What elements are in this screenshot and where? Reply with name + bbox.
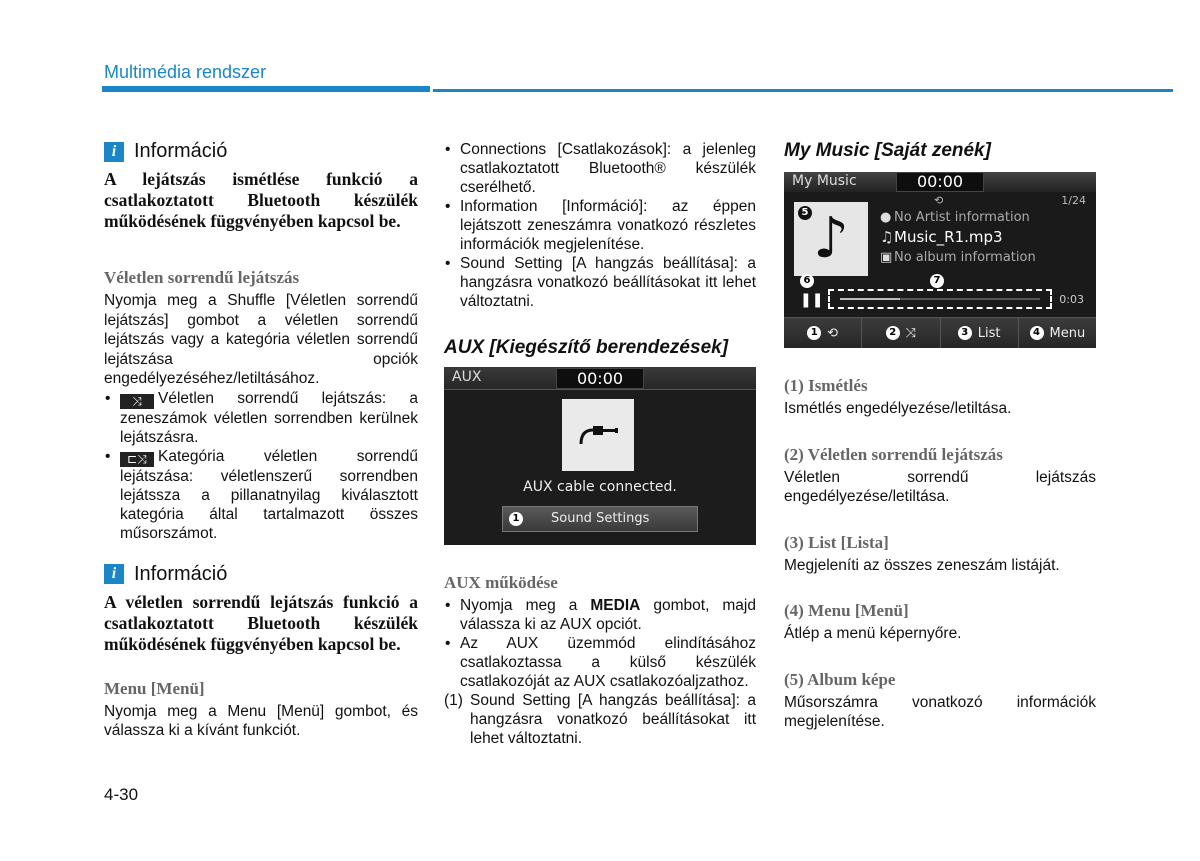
menu-body: Nyomja meg a Menu [Menü] gombot, és válassza ki a kívánt funkciót. [104, 702, 418, 739]
legend-item-1 [784, 376, 1096, 419]
item-text: Sound Setting [A hangzás beállítása]: a hangzásra vonatkozó beállításokat itt lehet változtatni. [470, 692, 756, 747]
sound-settings-button[interactable] [502, 506, 698, 532]
list-item: • Connections [Csatlakozások]: a jelenleg csatlakoztatott Bluetooth® készülék cserélhető. [444, 140, 756, 197]
aux-screen-time: 00:00 [556, 368, 644, 389]
list-item: • Information [Információ]: az éppen lejátszott zeneszámra vonatkozó részletes információk megjelenítése. [444, 197, 756, 254]
media-key-label: MEDIA [590, 597, 641, 614]
shuffle-icon: ⤨ [120, 394, 154, 409]
legend-body: Átlép a menü képernyőre. [784, 625, 962, 642]
shuffle-icon: ⤨ [905, 325, 917, 341]
elapsed-time: 0:03 [1059, 293, 1084, 306]
album-text: No album information [894, 250, 1036, 265]
music-note-icon: ♪ [813, 206, 849, 271]
callout-number: 6 [800, 274, 814, 288]
note-icon: ♫ [880, 228, 894, 246]
artist-row [880, 210, 1030, 225]
menu-options-list [444, 140, 756, 311]
callout-number: 7 [930, 274, 944, 288]
aux-screen-topbar [444, 367, 756, 390]
my-music-button-bar [784, 317, 1096, 348]
callout-number: 3 [958, 326, 972, 340]
aux-screen-image [444, 367, 756, 545]
list-item: • Az AUX üzemmód elindításához csatlakoztassa a külső készülék csatlakozóját az AUX csatlakozóaljzathoz. [444, 634, 756, 691]
list-button-label: List [977, 325, 1001, 341]
info-box-2-title: Információ [134, 562, 228, 585]
shuffle-bullets [104, 389, 418, 543]
menu-button-label: Menu [1049, 325, 1086, 341]
shuffle-button[interactable] [862, 318, 940, 348]
progress-fill [840, 298, 900, 300]
header-rule-thick [102, 86, 430, 92]
album-row [880, 250, 1036, 265]
list-item [104, 447, 418, 543]
shuffle-body: Nyomja meg a Shuffle [Véletlen sorrendű lejátszás] gombot a véletlen sorrendű lejátszás vagy a kategória véletlen sorrendű lejátszása opciók engedélyezéséhez/letiltásához. [104, 292, 418, 387]
callout-number: 2 [886, 326, 900, 340]
info-icon: i [104, 142, 124, 162]
track-count: 1/24 [1061, 194, 1086, 207]
track-text: Music_R1.mp3 [894, 228, 1003, 246]
my-music-screen-image [784, 172, 1096, 348]
progress-bar[interactable] [828, 289, 1052, 309]
info-box-1-body: A lejátszás ismétlése funkció a csatlakoztatott Bluetooth készülék működésének függvényében kapcsol be. [104, 169, 418, 231]
legend-body: Véletlen sorrendű lejátszás engedélyezése/letiltása. [784, 468, 1096, 505]
aux-operation-heading: AUX működése [444, 573, 558, 592]
aux-cable-icon [562, 399, 634, 471]
column-right [784, 140, 1096, 732]
legend-item-5 [784, 670, 1096, 732]
aux-numbered-item [444, 691, 756, 748]
album-icon: ▣ [880, 250, 893, 265]
legend-item-4 [784, 601, 1096, 644]
menu-button[interactable] [1019, 318, 1096, 348]
album-art [794, 202, 868, 276]
repeat-status-icon: ⟲ [934, 194, 944, 207]
info-box-2-body: A véletlen sorrendű lejátszás funkció a csatlakoztatott Bluetooth készülék működésének függvényében kapcsol be. [104, 591, 418, 654]
aux-step-1-post: gombot, majd válassza ki az AUX opciót. [460, 597, 756, 633]
artist-text: No Artist information [894, 210, 1030, 225]
column-middle [444, 140, 756, 748]
shuffle-bullet-1: Véletlen sorrendű lejátszás: a zeneszámok véletlen sorrendben kerülnek lejátszásra. [120, 389, 418, 446]
track-row [880, 228, 1003, 246]
page-number: 4-30 [104, 785, 139, 804]
my-music-screen-time: 00:00 [896, 172, 984, 192]
shuffle-heading: Véletlen sorrendű lejátszás [104, 268, 300, 287]
pause-icon[interactable]: ❚❚ [800, 292, 824, 308]
callout-number: 1 [807, 326, 821, 340]
list-button[interactable] [941, 318, 1019, 348]
shuffle-bullet-2: Kategória véletlen sorrendű lejátszása: véletlenszerű sorrendben lejátssza a pillanatnyilag kiválasztott kategória által tartalmazott összes műsorszámot. [120, 447, 418, 542]
legend-item-3 [784, 533, 1096, 576]
aux-operation-list [444, 596, 756, 691]
sound-settings-label: Sound Settings [551, 511, 650, 526]
info-icon: i [104, 564, 124, 584]
legend-heading: (4) Menu [Menü] [784, 601, 909, 620]
callout-number: 5 [798, 206, 812, 220]
legend-body: Megjeleníti az összes zeneszám listáját. [784, 556, 1060, 574]
list-item: • Sound Setting [A hangzás beállítása]: a hangzásra vonatkozó beállításokat itt lehet változtatni. [444, 254, 756, 311]
legend-body: Műsorszámra vonatkozó információk megjelenítése. [784, 693, 1096, 730]
info-box-1-header [104, 140, 418, 163]
legend-heading: (5) Album képe [784, 669, 896, 689]
info-box-2-header [104, 563, 418, 586]
my-music-screen-label: My Music [792, 173, 857, 189]
column-left [104, 140, 418, 741]
category-shuffle-icon: ⊏⤨ [120, 452, 154, 467]
legend-heading: (3) List [Lista] [784, 532, 889, 552]
my-music-section-title: My Music [Saját zenék] [784, 140, 991, 161]
aux-section-title: AUX [Kiegészítő berendezések] [444, 337, 729, 358]
info-box-1-title: Információ [134, 140, 228, 162]
repeat-icon: ⟲ [827, 325, 839, 341]
callout-number: 4 [1030, 326, 1044, 340]
legend-body: Ismétlés engedélyezése/letiltása. [784, 400, 1012, 417]
list-item [444, 596, 756, 634]
item-number: (1) [444, 692, 463, 709]
header-rule-thin [433, 89, 1173, 92]
aux-status-message: AUX cable connected. [523, 479, 677, 495]
person-icon: ● [880, 210, 892, 225]
repeat-button[interactable] [784, 318, 862, 348]
menu-heading: Menu [Menü] [104, 678, 205, 698]
list-item [104, 389, 418, 447]
aux-screen-label: AUX [452, 369, 482, 385]
legend-heading: (2) Véletlen sorrendű lejátszás [784, 444, 1003, 464]
legend-heading: (1) Ismétlés [784, 376, 868, 395]
legend-item-2 [784, 445, 1096, 507]
aux-step-1-pre: Nyomja meg a [460, 597, 591, 614]
callout-number: 1 [509, 512, 523, 526]
my-music-topbar [784, 172, 1096, 192]
page-section-title: Multimédia rendszer [104, 62, 267, 82]
